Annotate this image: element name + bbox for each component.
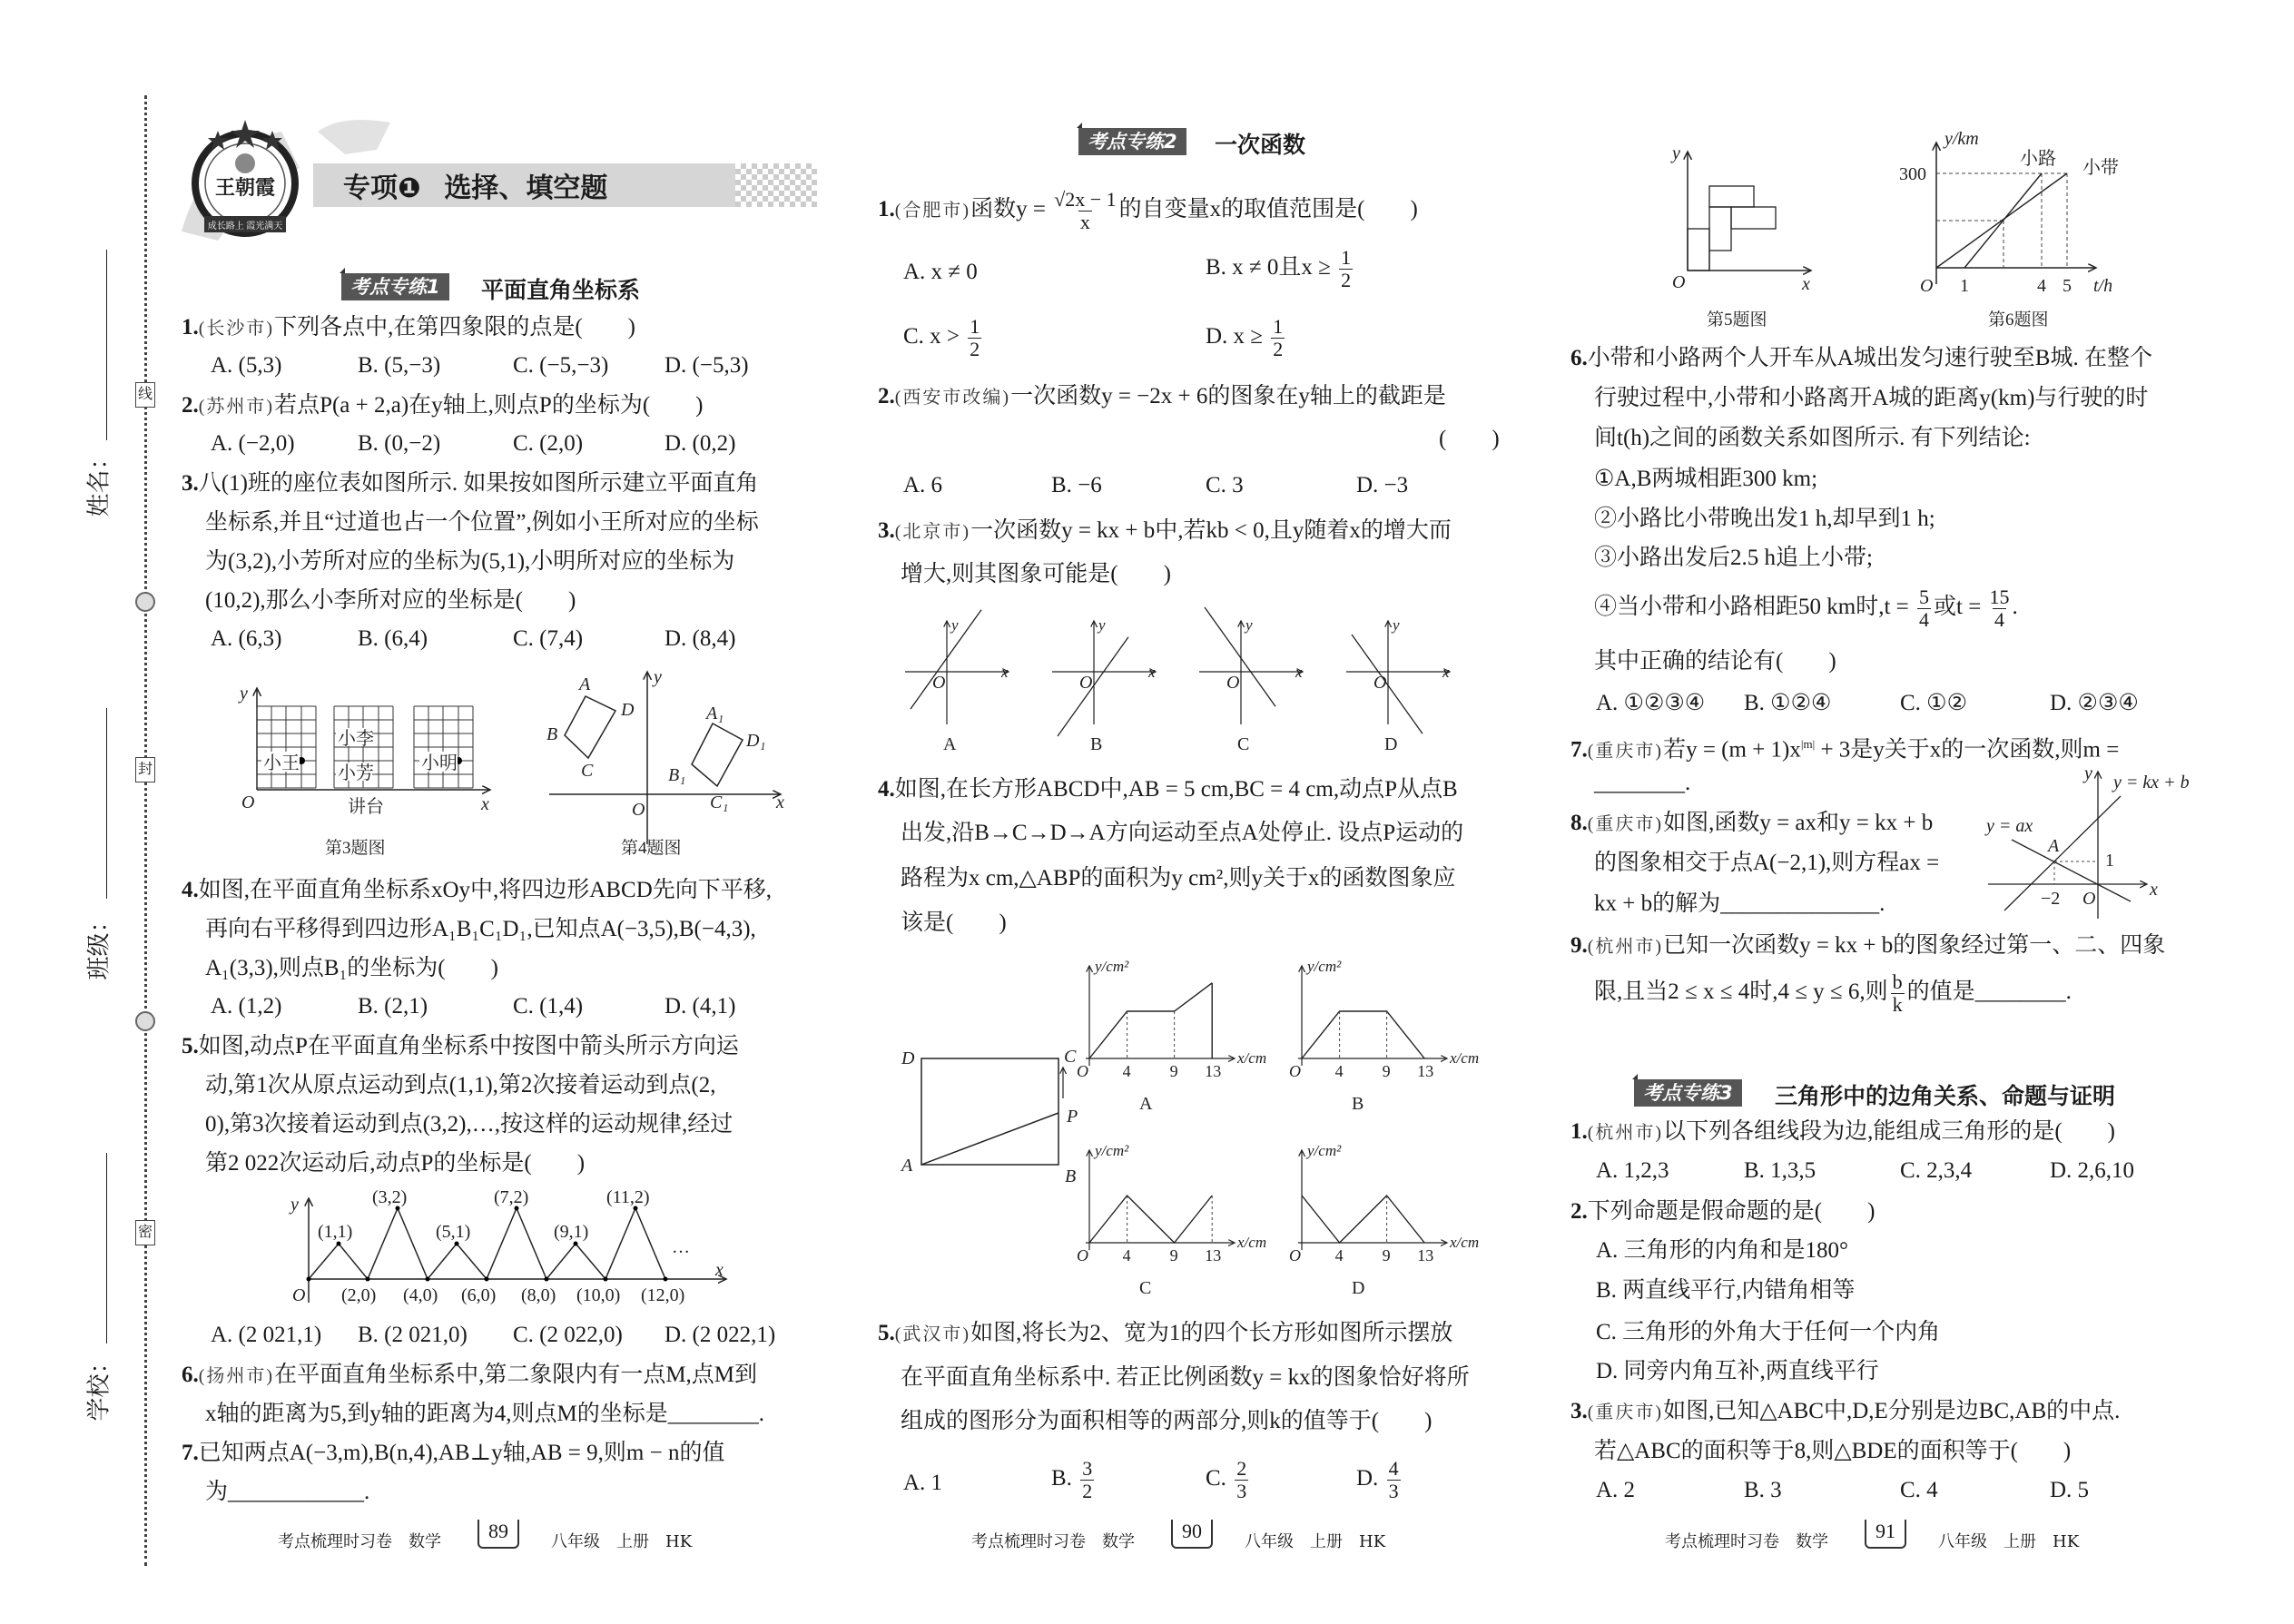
svg-text:(1,1): (1,1): [318, 1222, 353, 1242]
svg-text:4: 4: [1122, 1062, 1131, 1080]
option-b[interactable]: B. (0,−2): [358, 431, 441, 456]
footer-grade: 八年级 上册 HK: [1938, 1532, 2080, 1551]
question-6-line: 行驶过程中,小带和小路离开A城的距离y(km)与行驶的时: [1594, 386, 2149, 410]
option-b[interactable]: B. (6,4): [358, 626, 428, 651]
svg-text:O: O: [1289, 1062, 1301, 1080]
svg-text:小明: 小明: [421, 753, 458, 773]
section-badge-2: 考点专练2: [1078, 128, 1186, 155]
svg-text:第4题图: 第4题图: [621, 839, 682, 858]
question-5-line: 在平面直角坐标系中. 若正比例函数y = kx的图象恰好将所: [901, 1365, 1470, 1390]
question-6: 6.(扬州市)在平面直角坐标系中,第二象限内有一点M,点M到: [182, 1363, 758, 1387]
page-number: 90: [1171, 1520, 1213, 1549]
question-3-line: 增大,则其图象可能是( ): [901, 562, 1171, 586]
svg-text:y/cm²: y/cm²: [1095, 958, 1129, 975]
question-3: 3.八(1)班的座位表如图所示. 如果按如图所示建立平面直角: [182, 471, 759, 496]
svg-text:13: 13: [1417, 1246, 1434, 1265]
svg-text:O: O: [1672, 272, 1686, 292]
svg-text:9: 9: [1382, 1062, 1391, 1080]
svg-text:第5题图: 第5题图: [1707, 310, 1767, 330]
class-underline: [106, 708, 107, 899]
svg-text:A: A: [901, 1156, 913, 1176]
svg-text:4: 4: [1334, 1246, 1344, 1265]
svg-text:O: O: [932, 673, 946, 693]
svg-text:y/km: y/km: [1944, 129, 1979, 149]
svg-text:O: O: [1373, 673, 1387, 693]
svg-text:−2: −2: [2041, 889, 2061, 909]
conclusion-1: ①A,B两城相距300 km;: [1594, 467, 1818, 491]
svg-text:y: y: [1393, 616, 1400, 634]
question-4-line: 路程为x cm,△ABP的面积为y cm²,则y关于x的函数图象应: [901, 866, 1456, 891]
school-underline: [106, 1153, 107, 1343]
svg-text:第3题图: 第3题图: [325, 839, 386, 858]
svg-text:x/cm: x/cm: [1237, 1049, 1267, 1067]
figure-6-distance-time: [1888, 123, 2142, 336]
option-a[interactable]: A. (−2,0): [211, 431, 295, 456]
svg-text:y: y: [654, 667, 662, 687]
path-point: [485, 1277, 489, 1282]
option-a[interactable]: A. (6,3): [211, 626, 282, 651]
svg-text:y/cm²: y/cm²: [1095, 1142, 1129, 1159]
option-b[interactable]: B. ①②④: [1744, 691, 1832, 715]
question-4-line: 再向右平移得到四边形A₁B₁C₁D₁,已知点A(−3,5),B(−4,3),: [205, 917, 756, 941]
brand-logo: [186, 118, 304, 241]
question-5: 5.如图,动点P在平面直角坐标系中按图中箭头所示方向运: [182, 1034, 739, 1058]
svg-text:t/h: t/h: [2093, 276, 2113, 296]
question-4: 4.如图,在长方形ABCD中,AB = 5 cm,BC = 4 cm,动点P从点B: [878, 777, 1458, 802]
svg-text:A: A: [943, 734, 957, 754]
svg-text:y: y: [1672, 143, 1680, 163]
svg-text:C: C: [1237, 734, 1250, 754]
option-b[interactable]: B. 两直线平行,内错角相等: [1596, 1278, 1856, 1303]
svg-text:D: D: [1352, 1278, 1365, 1298]
svg-text:(11,2): (11,2): [606, 1187, 650, 1207]
question-5-line: 动,第1次从原点运动到点(1,1),第2次接着运动到点(2,: [205, 1073, 716, 1097]
option-d[interactable]: D. 5: [2050, 1478, 2090, 1502]
q3-graph-A[interactable]: [901, 617, 1019, 753]
option-a[interactable]: A. (1,2): [211, 994, 282, 1019]
svg-text:B: B: [1065, 1166, 1077, 1186]
question-8-line: kx + b的解为______________.: [1594, 891, 1885, 916]
option-d[interactable]: D. 同旁内角互补,两直线平行: [1596, 1359, 1879, 1383]
svg-text:小李: 小李: [338, 729, 374, 749]
footer-grade: 八年级 上册 HK: [1245, 1532, 1386, 1551]
q3-graph-B[interactable]: [1049, 617, 1167, 753]
svg-text:C: C: [1139, 1278, 1152, 1298]
question-6: 6.小带和小路两个人开车从A城出发匀速行驶至B城. 在整个: [1570, 346, 2152, 370]
svg-text:O: O: [1920, 276, 1934, 296]
option-c[interactable]: C. 2,3,4: [1900, 1158, 1973, 1183]
option-a[interactable]: A. 6: [903, 473, 943, 497]
svg-text:x/cm: x/cm: [1237, 1234, 1267, 1251]
option-a[interactable]: A. (5,3): [211, 353, 282, 378]
option-d[interactable]: D. (0,2): [665, 431, 736, 456]
svg-text:300: 300: [1899, 164, 1926, 184]
footer-grade: 八年级 上册 HK: [551, 1532, 693, 1551]
question-4-line: A₁(3,3),则点B₁的坐标为( ): [205, 956, 498, 980]
page-number: 91: [1865, 1520, 1906, 1549]
svg-text:y: y: [290, 1195, 299, 1215]
svg-text:A: A: [2048, 836, 2060, 856]
svg-text:B: B: [1352, 1094, 1364, 1114]
path-point: [426, 1277, 430, 1282]
svg-text:y = ax: y = ax: [1986, 816, 2033, 836]
svg-text:(10,0): (10,0): [576, 1285, 621, 1305]
svg-text:O: O: [1226, 673, 1240, 693]
q4-graph-C[interactable]: [1053, 1142, 1267, 1302]
svg-text:13: 13: [1417, 1062, 1434, 1080]
option-a[interactable]: A. (2 021,1): [211, 1323, 322, 1347]
svg-text:9: 9: [1382, 1246, 1391, 1265]
option-b[interactable]: B. $\frac{3}{2}$: [1051, 1457, 1093, 1502]
title-bar-checker: [735, 163, 817, 207]
svg-text:y: y: [1098, 616, 1106, 634]
school-label: 学校：: [85, 1350, 113, 1422]
path-point: [545, 1277, 549, 1282]
option-c[interactable]: C. ①②: [1900, 691, 1967, 715]
svg-text:1: 1: [2105, 851, 2114, 871]
svg-text:C: C: [1064, 1047, 1077, 1067]
svg-text:x: x: [715, 1260, 724, 1280]
svg-text:A: A: [579, 674, 591, 694]
seal-mark-mi: 密: [135, 1220, 155, 1245]
section-title-3: 三角形中的边角关系、命题与证明: [1775, 1083, 2116, 1109]
option-c[interactable]: C. (1,4): [513, 994, 584, 1019]
path-point: [366, 1277, 370, 1282]
question-3-line: (10,2),那么小李所对应的坐标是( ): [205, 588, 576, 613]
svg-text:y/cm²: y/cm²: [1307, 1142, 1342, 1159]
svg-text:O: O: [2082, 889, 2096, 909]
option-a[interactable]: A. 1: [903, 1471, 943, 1495]
figure-5-rectangles: [1652, 132, 1834, 336]
option-a[interactable]: A. x ≠ 0: [903, 260, 978, 284]
svg-text:y = kx + b: y = kx + b: [2113, 773, 2190, 792]
question-5: 5.(武汉市)如图,将长为2、宽为1的四个长方形如图所示摆放: [878, 1321, 1453, 1345]
question-8-line: 的图象相交于点A(−2,1),则方程ax =: [1594, 851, 1940, 875]
question-5-line: 组成的图形分为面积相等的两部分,则k的值等于( ): [901, 1409, 1433, 1433]
option-b[interactable]: B. 1,3,5: [1744, 1158, 1816, 1183]
svg-text:O: O: [632, 800, 645, 820]
question-8: 8.(重庆市)如图,函数y = ax和y = kx + b: [1570, 811, 1934, 835]
svg-text:A: A: [1139, 1094, 1153, 1114]
svg-text:13: 13: [1205, 1246, 1222, 1265]
option-d[interactable]: D. (−5,3): [665, 353, 749, 378]
option-b[interactable]: B. (5,−3): [358, 353, 441, 378]
option-a[interactable]: A. 三角形的内角和是180°: [1596, 1238, 1849, 1263]
svg-text:x: x: [1295, 664, 1303, 681]
svg-text:小路: 小路: [2020, 149, 2056, 169]
svg-text:y: y: [2084, 763, 2092, 783]
svg-text:D₁: D₁: [746, 731, 766, 751]
svg-text:4: 4: [1122, 1246, 1131, 1265]
option-c[interactable]: C. 3: [1206, 473, 1244, 497]
svg-text:(2,0): (2,0): [341, 1285, 377, 1305]
svg-text:(12,0): (12,0): [641, 1285, 685, 1305]
option-d[interactable]: D. (4,1): [665, 994, 736, 1019]
svg-text:y: y: [951, 616, 959, 634]
question-4-line: 出发,沿B→C→D→A方向运动至点A处停止. 设点P运动的: [901, 821, 1464, 845]
option-d[interactable]: D. 2,6,10: [2050, 1158, 2135, 1183]
option-b[interactable]: B. (2 021,0): [358, 1323, 468, 1347]
svg-text:x: x: [1001, 664, 1009, 681]
path-point: [574, 1242, 578, 1246]
conclusion-4: ④当小带和小路相距50 km时,t = $\frac{5}{4}$ 或t = $\frac{15}{4}$ .: [1594, 586, 2018, 631]
svg-text:(7,2): (7,2): [494, 1187, 529, 1207]
path-point: [664, 1277, 668, 1282]
svg-text:A₁: A₁: [706, 704, 724, 723]
figure-3-seating: [218, 672, 517, 862]
option-c[interactable]: C. (−5,−3): [513, 353, 609, 378]
path-point: [604, 1277, 608, 1282]
dotted-binding-line: [144, 95, 147, 1566]
question-2: 2.(苏州市)若点P(a + 2,a)在y轴上,则点P的坐标为( ): [182, 393, 704, 418]
s3-question-3: 3.(重庆市)如图,已知△ABC中,D,E分别是边BC,AB的中点.: [1570, 1399, 2121, 1423]
question-4: 4.如图,在平面直角坐标系xOy中,将四边形ABCD先向下平移,: [182, 878, 773, 902]
svg-text:第6题图: 第6题图: [1988, 310, 2049, 330]
svg-text:x/cm: x/cm: [1450, 1234, 1480, 1251]
binding-ring-icon: [135, 592, 155, 612]
option-c[interactable]: C. 4: [1900, 1478, 1938, 1502]
svg-text:1: 1: [1960, 276, 1969, 296]
svg-text:小王: 小王: [263, 753, 300, 773]
footer-book-title: 考点梳理时习卷 数学: [278, 1532, 441, 1551]
svg-text:y: y: [240, 684, 248, 704]
path-point: [307, 1277, 311, 1282]
svg-text:O: O: [1077, 1062, 1088, 1080]
svg-text:…: …: [672, 1237, 690, 1257]
svg-text:O: O: [1289, 1246, 1301, 1265]
option-d[interactable]: D. $\frac{4}{3}$: [1356, 1457, 1399, 1502]
svg-text:(3,2): (3,2): [372, 1187, 408, 1207]
class-label: 班级：: [85, 909, 113, 980]
svg-text:x: x: [1148, 664, 1156, 681]
section-title-1: 平面直角坐标系: [481, 277, 641, 303]
svg-text:C: C: [581, 761, 594, 781]
section-badge-3: 考点专练3: [1634, 1079, 1742, 1107]
figure-4-quadrilateral: [545, 663, 799, 862]
svg-text:D: D: [621, 700, 635, 720]
question-6-line: x轴的距离为5,到y轴的距离为4,则点M的坐标是________.: [205, 1402, 764, 1426]
name-underline: [106, 250, 107, 440]
question-9: 9.(杭州市)已知一次函数y = kx + b的图象经过第一、二、四象: [1570, 933, 2166, 958]
section-title-2: 一次函数: [1215, 132, 1306, 158]
question-3-line: 为(3,2),小芳所对应的坐标为(5,1),小明所对应的坐标为: [205, 549, 735, 574]
svg-text:(6,0): (6,0): [461, 1285, 497, 1305]
option-c[interactable]: C. (2,0): [513, 431, 584, 456]
page-number: 89: [478, 1520, 519, 1549]
question-6-line: 间t(h)之间的函数关系如图所示. 有下列结论:: [1594, 426, 2031, 450]
question-2: 2.(西安市改编)一次函数y = −2x + 6的图象在y轴上的截距是: [878, 384, 1446, 408]
svg-text:x: x: [1802, 274, 1810, 294]
q8-intersection-figure: [1979, 763, 2224, 926]
question-1: 1.(长沙市)下列各点中,在第四象限的点是( ): [182, 315, 635, 340]
question-6-ask: 其中正确的结论有( ): [1594, 649, 1836, 674]
svg-text:y: y: [1245, 616, 1253, 634]
svg-text:(4,0): (4,0): [403, 1285, 438, 1305]
svg-text:C₁: C₁: [710, 792, 729, 812]
option-d[interactable]: D. ②③④: [2050, 691, 2139, 715]
section-badge-1: 考点专练1: [341, 273, 449, 300]
option-d[interactable]: D. (2 022,1): [665, 1323, 776, 1347]
footer-book-title: 考点梳理时习卷 数学: [971, 1532, 1135, 1551]
option-a[interactable]: A. 1,2,3: [1596, 1158, 1669, 1183]
svg-text:O: O: [241, 792, 255, 812]
svg-text:D: D: [901, 1048, 915, 1068]
svg-text:x: x: [481, 794, 489, 814]
option-c[interactable]: C. $\frac{2}{3}$: [1206, 1457, 1247, 1502]
svg-text:(9,1): (9,1): [554, 1222, 589, 1242]
svg-text:x: x: [1442, 664, 1450, 681]
conclusion-3: ③小路出发后2.5 h追上小带;: [1594, 546, 1873, 570]
question-4-line: 该是( ): [901, 910, 1007, 935]
svg-text:B₁: B₁: [668, 765, 686, 785]
svg-text:(8,0): (8,0): [521, 1285, 556, 1305]
svg-text:y/cm²: y/cm²: [1307, 958, 1342, 975]
seal-mark-xian: 线: [135, 382, 155, 408]
option-c[interactable]: C. 三角形的外角大于任何一个内角: [1596, 1320, 1941, 1344]
question-7: 7.(重庆市)若$y = (m + 1)x^{|m|} + 3$是y关于x的一次函数,则m =: [1570, 737, 2120, 763]
svg-text:4: 4: [2037, 276, 2046, 296]
figure-5-zigzag-path: [272, 1185, 744, 1321]
q4-graph-B[interactable]: [1265, 958, 1480, 1117]
svg-text:小带: 小带: [2082, 158, 2119, 178]
option-b[interactable]: B. −6: [1051, 473, 1102, 497]
q4-graph-A[interactable]: [1053, 958, 1267, 1117]
svg-text:13: 13: [1205, 1062, 1222, 1080]
option-b[interactable]: B. 3: [1744, 1478, 1782, 1502]
svg-text:9: 9: [1169, 1246, 1178, 1265]
path-point: [455, 1242, 459, 1246]
seal-mark-feng: 封: [135, 757, 155, 782]
q3-graph-C[interactable]: [1196, 617, 1314, 753]
svg-text:5: 5: [2063, 276, 2072, 296]
footer-book-title: 考点梳理时习卷 数学: [1665, 1532, 1828, 1551]
question-3: 3.(北京市)一次函数y = kx + b中,若kb < 0,且y随着x的增大而: [878, 518, 1452, 543]
question-1: 1.(合肥市)函数y = $\frac{√2x - 1}{x}$ 的自变量x的取值范围是( ): [878, 188, 1418, 233]
option-d[interactable]: D. (8,4): [665, 626, 736, 651]
q4-graph-D[interactable]: [1265, 1142, 1480, 1302]
svg-text:小芳: 小芳: [338, 763, 374, 783]
option-a[interactable]: A. 2: [1596, 1478, 1636, 1502]
svg-text:P: P: [1067, 1107, 1078, 1127]
option-c[interactable]: C. (2 022,0): [513, 1323, 623, 1347]
option-d[interactable]: D. −3: [1356, 473, 1409, 497]
question-7-line: 为____________.: [205, 1480, 370, 1504]
option-c[interactable]: C. (7,4): [513, 626, 584, 651]
svg-text:B: B: [546, 724, 558, 744]
s3-question-3-line: 若△ABC的面积等于8,则△BDE的面积等于( ): [1594, 1439, 2072, 1463]
question-3-line: 坐标系,并且“过道也占一个位置”,例如小王所对应的坐标: [205, 510, 759, 535]
option-a[interactable]: A. ①②③④: [1596, 691, 1706, 715]
option-b[interactable]: B. x ≠ 0且x ≥ $\frac{1}{2}$: [1206, 246, 1352, 291]
svg-text:王朝霞: 王朝霞: [214, 176, 276, 200]
question-7: 7.已知两点A(−3,m),B(n,4),AB⊥y轴,AB = 9,则m − n的值: [182, 1441, 725, 1465]
question-9-line: 限,且当2 ≤ x ≤ 4时,4 ≤ y ≤ 6,则 $\frac{b}{k}$ 的值是________.: [1594, 970, 2072, 1016]
svg-text:O: O: [1079, 673, 1093, 693]
question-5-line: 第2 022次运动后,动点P的坐标是( ): [205, 1151, 586, 1176]
svg-text:9: 9: [1169, 1062, 1178, 1080]
svg-text:成长路上 霞光满天: 成长路上 霞光满天: [207, 221, 283, 231]
s3-question-2: 2.下列命题是假命题的是( ): [1570, 1199, 1876, 1224]
svg-text:(5,1): (5,1): [436, 1222, 471, 1242]
svg-text:x: x: [2150, 880, 2158, 900]
option-d[interactable]: D. x ≥ $\frac{1}{2}$: [1206, 315, 1284, 360]
s3-question-1: 1.(杭州市)以下列各组线段为边,能组成三角形的是( ): [1570, 1119, 2115, 1144]
svg-text:B: B: [1090, 734, 1103, 754]
svg-text:讲台: 讲台: [348, 797, 384, 817]
svg-text:x: x: [776, 792, 784, 812]
svg-text:4: 4: [1334, 1062, 1344, 1080]
question-5-line: 0),第3次接着运动到点(3,2),…,按这样的运动规律,经过: [205, 1112, 733, 1137]
q3-graph-D[interactable]: [1343, 617, 1461, 753]
option-c[interactable]: C. x > $\frac{1}{2}$: [903, 315, 980, 360]
answer-paren: ( ): [1439, 427, 1500, 451]
answer-blank[interactable]: ________.: [1594, 771, 1691, 795]
svg-text:x/cm: x/cm: [1450, 1049, 1480, 1067]
svg-text:O: O: [292, 1285, 306, 1305]
conclusion-2: ②小路比小带晚出发1 h,却早到1 h;: [1594, 507, 1935, 531]
name-label: 姓名：: [85, 446, 113, 517]
svg-text:O: O: [1077, 1246, 1088, 1265]
page-title: 专项❶ 选择、填空题: [343, 172, 608, 204]
binding-ring-icon: [135, 1011, 155, 1031]
svg-text:D: D: [1384, 734, 1398, 754]
path-point: [337, 1242, 341, 1246]
option-b[interactable]: B. (2,1): [358, 994, 428, 1019]
